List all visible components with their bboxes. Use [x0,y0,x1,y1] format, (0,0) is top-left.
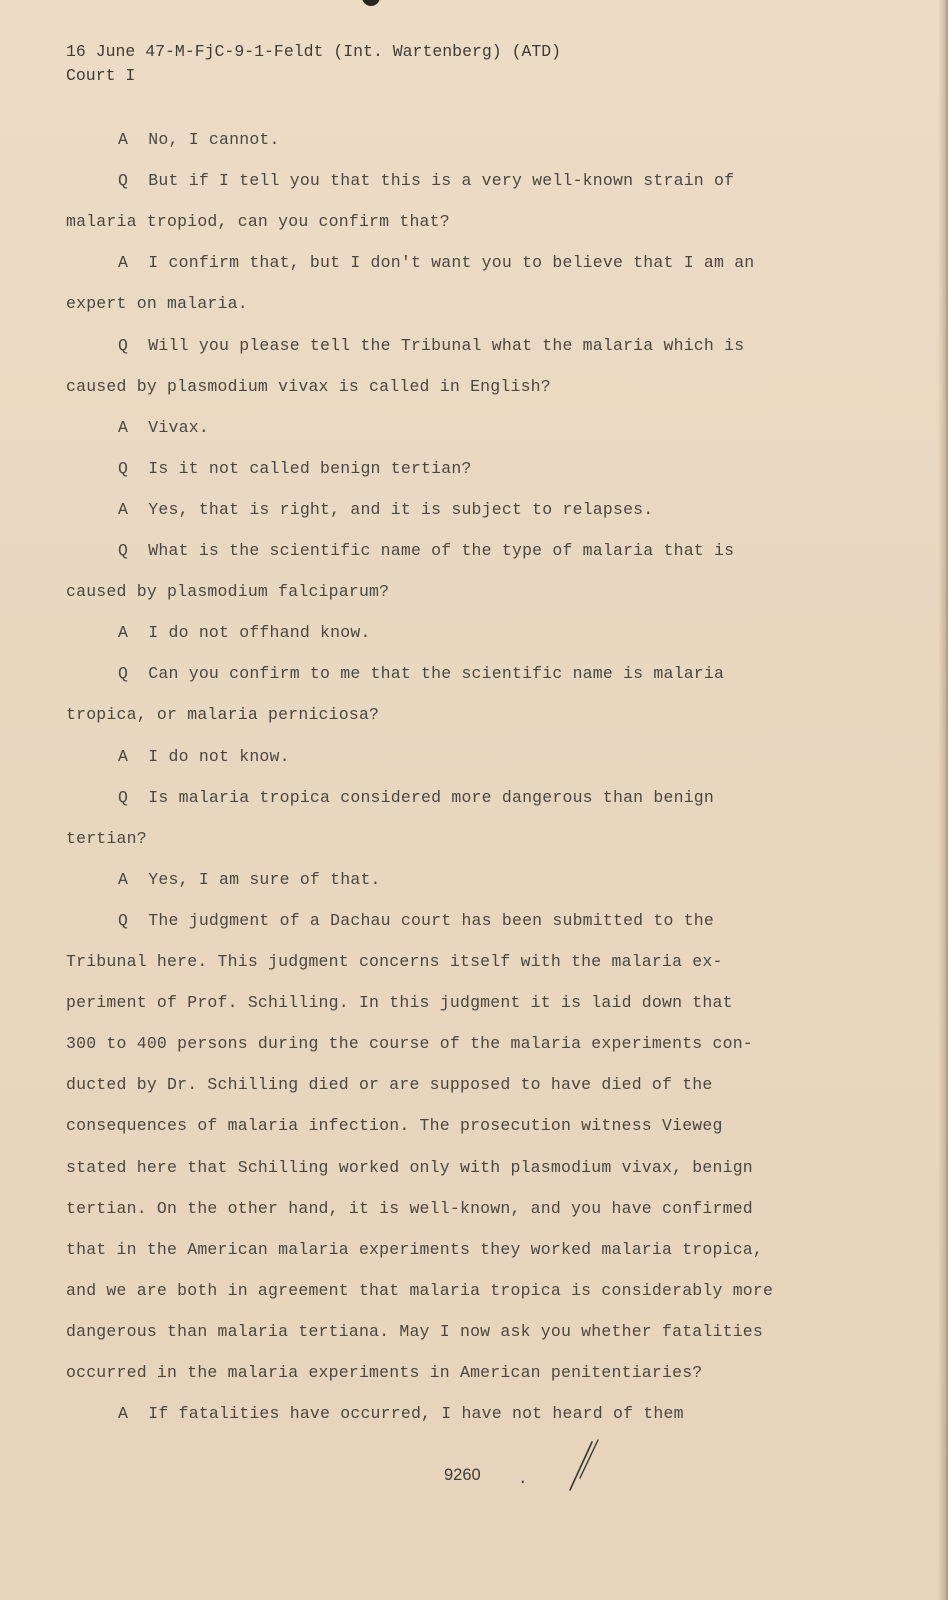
transcript-line: Tribunal here. This judgment concerns itself with the malaria ex- [66,952,723,971]
transcript-line: tertian. On the other hand, it is well-known, and you have confirmed [66,1198,753,1218]
transcript-line: caused by plasmodium vivax is called in English? [66,376,551,396]
transcript-line: periment of Prof. Schilling. In this judgment it is laid down that [66,993,733,1013]
page-edge-shadow [938,0,948,1600]
footer-dot: . [518,1470,528,1488]
handwritten-check-mark [566,1438,606,1494]
binding-mark [362,0,380,6]
transcript-line: Q Is malaria tropica considered more dangerous than benign [118,787,714,807]
transcript-line: occurred in the malaria experiments in American penitentiaries? [66,1363,703,1382]
transcript-line: consequences of malaria infection. The prosecution witness Vieweg [66,1116,723,1136]
transcript-line: Q Will you please tell the Tribunal what the malaria which is [118,335,745,355]
transcript-line: A I do not know. [118,746,290,766]
transcript-line: Q Can you confirm to me that the scientific name is malaria [118,664,725,684]
transcript-line: ducted by Dr. Schilling died or are supposed to have died of the [66,1075,713,1095]
document-header [66,40,561,88]
transcript-line: stated here that Schilling worked only with plasmodium vivax, benign [66,1157,753,1177]
transcript-line: 300 to 400 persons during the course of the malaria experiments con- [66,1034,753,1054]
transcript-line: Q But if I tell you that this is a very well-known strain of [118,171,735,191]
transcript-line: A I confirm that, but I don't want you to believe that I am an [118,253,755,273]
transcript-line: A Yes, that is right, and it is subject to relapses. [118,499,654,519]
transcript-line: Q What is the scientific name of the type of malaria that is [118,541,735,560]
transcript-line: that in the American malaria experiments they worked malaria tropica, [66,1239,764,1259]
transcript-line: tropica, or malaria perniciosa? [66,705,380,725]
transcript-line: A If fatalities have occurred, I have not heard of them [118,1404,684,1424]
transcript-line: A Yes, I am sure of that. [118,869,381,889]
header-line-session: 16 June 47-M-FjC-9-1-Feldt (Int. Wartenberg) (ATD) [66,42,562,61]
transcript-line: A Vivax. [118,417,209,437]
transcript-line: dangerous than malaria tertiana. May I now ask you whether fatalities [66,1321,764,1341]
transcript-line: malaria tropiod, can you confirm that? [66,212,450,232]
transcript-line: A I do not offhand know. [118,623,371,643]
transcript-line: and we are both in agreement that malaria tropica is considerably more [66,1280,774,1300]
transcript-line: tertian? [66,828,147,848]
transcript-line: Q The judgment of a Dachau court has been submitted to the [118,910,714,930]
transcript-line: expert on malaria. [66,294,248,314]
transcript-line: Q Is it not called benign tertian? [118,458,472,478]
transcript-line: A No, I cannot. [118,130,280,149]
page-number: 9260 [444,1466,481,1484]
transcript-line: caused by plasmodium falciparum? [66,582,390,602]
header-line-court: Court I [66,66,136,85]
